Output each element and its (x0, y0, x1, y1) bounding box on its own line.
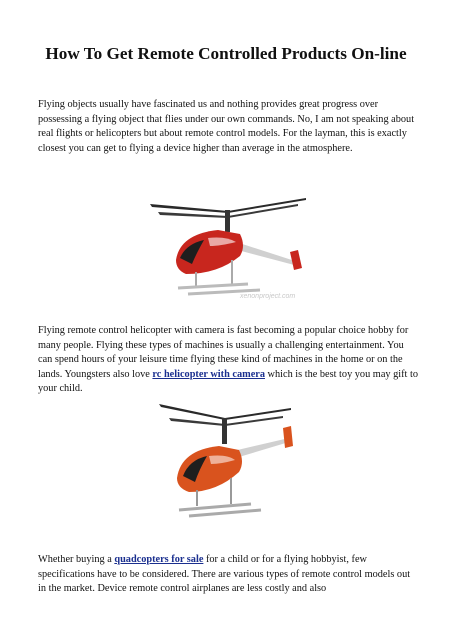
helicopter-image-orange (155, 398, 295, 530)
rc-helicopter-with-camera-link[interactable]: rc helicopter with camera (152, 368, 265, 380)
paragraph-intro: Flying objects usually have fascinated us and nothing provides great progress over possessing a flying object that flies under our own commands. No, I am not speaking about real flights or helicopters but about remote control models. For the layman, this is exactly closest you can get to flying a device higher than average in the atmosphere. (38, 99, 415, 154)
image-watermark: xenonproject.com (240, 293, 296, 300)
paragraph-quadcopters: Whether buying a quadcopters for sale for a child or for a flying hobbyist, few specifications have to be considered. There are various types of remote control models out in the market. Device remote control airplanes are less costly and also (38, 554, 411, 595)
quadcopters-for-sale-link[interactable]: quadcopters for sale (114, 554, 204, 565)
helicopter-image-red (148, 190, 308, 308)
document-title: How To Get Remote Controlled Products On-line (45, 44, 407, 63)
paragraph-camera: Flying remote control helicopter with camera is fast becoming a popular choice hobby for many people. Flying these types of machines is usually a challenging entertainment. You can spend hours of your leisure time flying these kind of machines in the home or on the lands. Youngsters also love rc helicopter with camera which is the best toy you may gift to your child. (38, 325, 418, 395)
